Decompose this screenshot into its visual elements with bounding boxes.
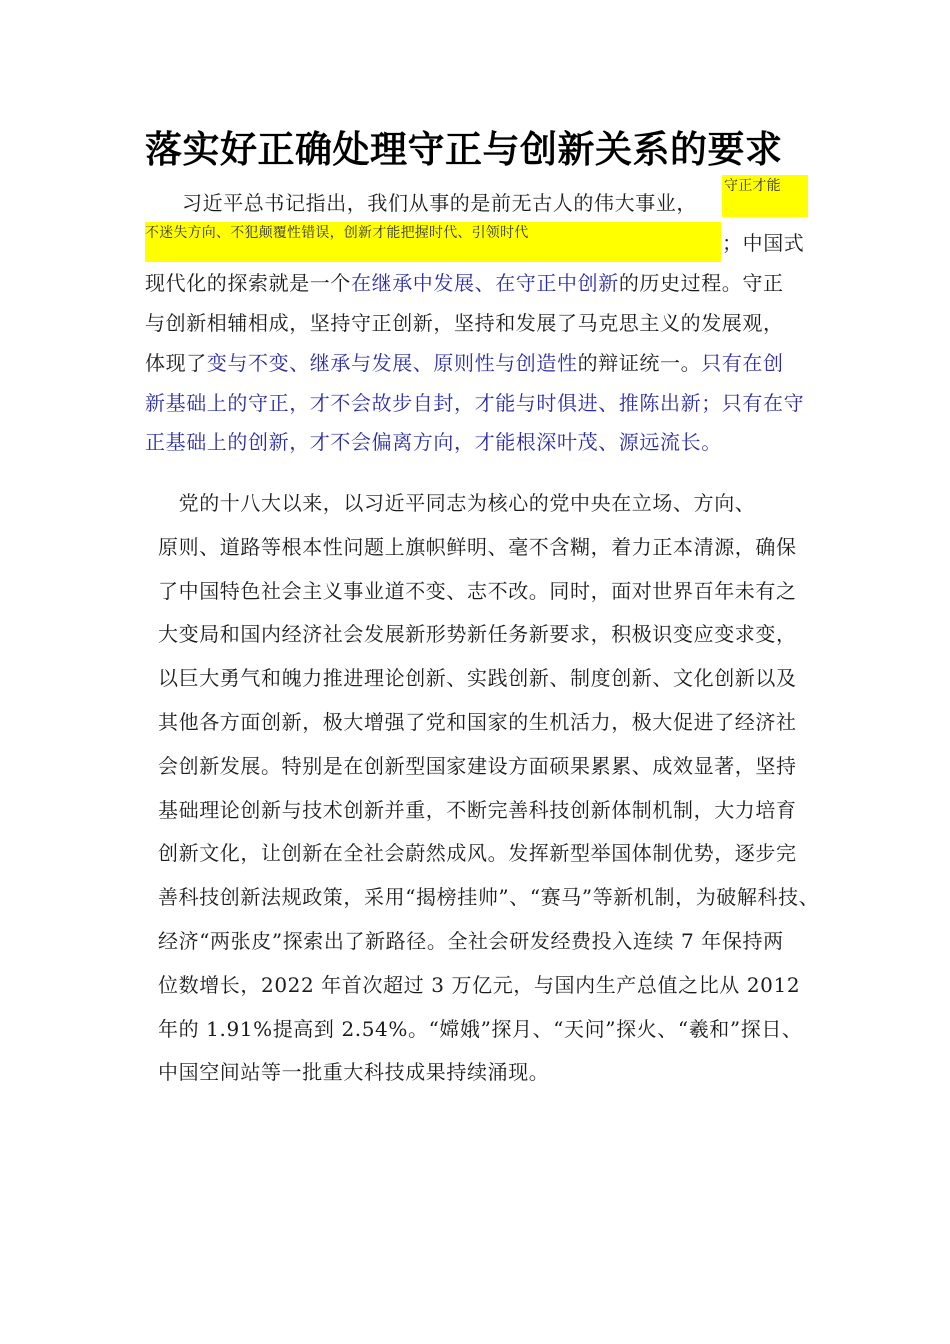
para2-line: 原则、道路等根本性问题上旗帜鲜明、毫不含糊，着力正本清源，确保 — [158, 534, 797, 559]
line5-emphasis-2: 只有在创 — [701, 351, 784, 375]
para2-line: 善科技创新法规政策，采用“揭榜挂帅”、“赛马”等新机制，为破解科技、 — [158, 885, 820, 910]
para2-line: 党的十八大以来，以习近平同志为核心的党中央在立场、方向、 — [158, 491, 756, 515]
para2-line: 位数增长，2022 年首次超过 3 万亿元，与国内生产总值之比从 2012 — [158, 972, 801, 997]
line3-emphasis: 在继承中发展、在守正中创新 — [351, 271, 619, 295]
line3-post: 的历史过程。守正 — [618, 271, 784, 295]
highlight-text-b: 不迷失方向、不犯颠覆性错误，创新才能把握时代、引领时代 — [145, 222, 721, 262]
para2-line: 基础理论创新与技术创新并重，不断完善科技创新体制机制，大力培育 — [158, 797, 797, 822]
para1-line-7: 正基础上的创新，才不会偏离方向，才能根深叶茂、源远流长。 — [145, 430, 722, 454]
highlight-text-a: 守正才能 — [722, 175, 808, 217]
line5-emphasis: 变与不变、继承与发展、原则性与创造性 — [206, 351, 578, 375]
line5-mid: 的辩证统一。 — [577, 351, 702, 375]
para1-line-6: 新基础上的守正，才不会故步自封，才能与时俱进、推陈出新；只有在守 — [145, 391, 805, 415]
para2-line: 大变局和国内经济社会发展新形势新任务新要求，积极识变应变求变， — [158, 622, 797, 647]
para1-line-2-tail: ；中国式 — [722, 231, 805, 255]
para2-line: 经济“两张皮”探索出了新路径。全社会研发经费投入连续 7 年保持两 — [158, 928, 784, 953]
paragraph-2 — [158, 482, 828, 1095]
para2-line: 创新文化，让创新在全社会蔚然成风。发挥新型举国体制优势，逐步完 — [158, 841, 797, 866]
para2-line: 了中国特色社会主义事业道不变、志不改。同时，面对世界百年未有之 — [158, 578, 797, 603]
para1-line-3 — [145, 268, 784, 298]
para1-line-1: 习近平总书记指出，我们从事的是前无古人的伟大事业， — [182, 191, 697, 215]
para1-line-5 — [145, 348, 784, 378]
para1-line-4: 与创新相辅相成，坚持守正创新，坚持和发展了马克思主义的发展观， — [145, 311, 784, 335]
para2-line: 其他各方面创新，极大增强了党和国家的生机活力，极大促进了经济社 — [158, 709, 797, 734]
para2-line: 中国空间站等一批重大科技成果持续涌现。 — [158, 1060, 550, 1085]
para2-line: 年的 1.91%提高到 2.54%。“嫦娥”探月、“天问”探火、“羲和”探日、 — [158, 1016, 803, 1041]
line3-pre: 现代化的探索就是一个 — [145, 271, 351, 295]
para2-line: 会创新发展。特别是在创新型国家建设方面硕果累累、成效显著，坚持 — [158, 753, 797, 778]
document-title: 落实好正确处理守正与创新关系的要求 — [145, 128, 783, 171]
para2-line: 以巨大勇气和魄力推进理论创新、实践创新、制度创新、文化创新以及 — [158, 666, 797, 691]
line5-pre: 体现了 — [145, 351, 207, 375]
